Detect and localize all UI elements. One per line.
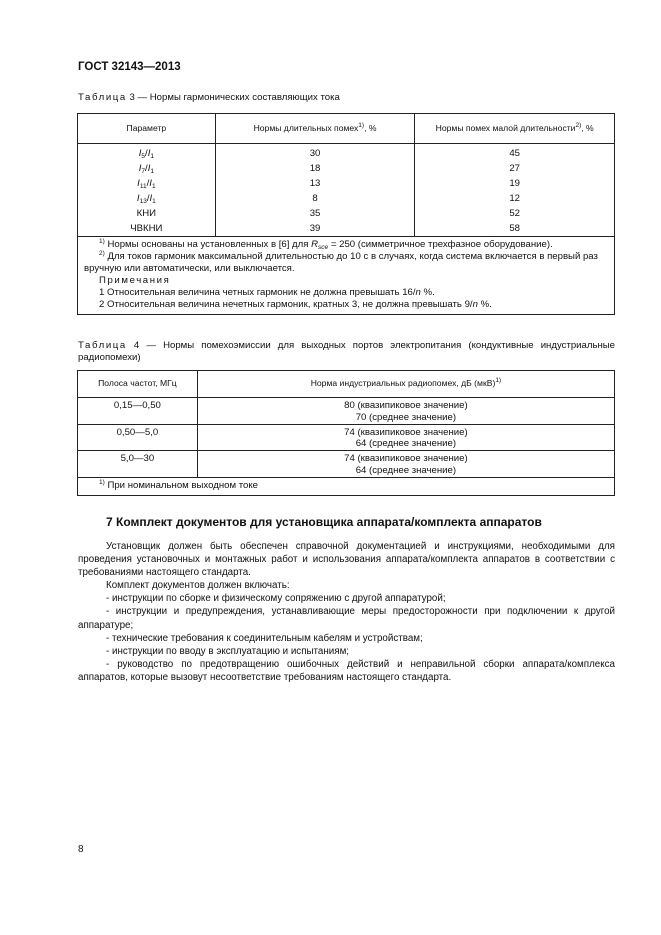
table-footnotes-row — [78, 237, 615, 315]
parameter-cell: КНИ — [78, 206, 216, 221]
list-item: - руководство по предотвращению ошибочных действий и неправильной сборки аппарата/комплекса аппаратов, которые вызовут несоответствие требованиям настоящего стандарта. — [78, 658, 615, 683]
long-term-value: 13 — [215, 176, 415, 191]
table-row — [78, 221, 615, 237]
footnote-2: $^{2)}$ Для токов гармоник максимальной длительностью до 10 с в случаях, когда система включается в первый раз вручную или автоматически, или выключается. — [84, 249, 598, 274]
emission-norm: 74 (квазипиковое значение) 64 (среднее значение) — [197, 424, 614, 451]
emission-norm: 74 (квазипиковое значение) 64 (среднее значение) — [197, 451, 614, 478]
table-footnotes-row — [78, 477, 615, 495]
long-term-value: 18 — [215, 161, 415, 176]
notes-heading: Примечания — [99, 274, 171, 286]
parameter-cell: $I_{13}/I_1$ — [78, 191, 216, 206]
list-item: - инструкции по сборке и физическому сопряжению с другой аппаратурой; — [106, 593, 446, 605]
column-header-long-term — [215, 114, 415, 144]
parameter-cell: $I_5/I_1$ — [78, 144, 216, 162]
parameter-cell: $I_{11}/I_1$ — [78, 176, 216, 191]
short-term-value: 58 — [415, 221, 615, 237]
long-term-value: 30 — [215, 144, 415, 162]
table-row — [78, 191, 615, 206]
table-row — [78, 206, 615, 221]
table-row — [78, 398, 615, 425]
table-header-row — [78, 114, 615, 144]
footnote-1: $^{1)}$ Нормы основаны на установленных в [6] для $R_{sce} = 250$ (симметричное трехфазное оборудование). — [99, 238, 553, 251]
column-header-parameter: Параметр — [78, 114, 216, 144]
table3-caption-word: Таблица — [78, 92, 127, 103]
table-header-row — [78, 371, 615, 398]
table3-caption — [78, 92, 340, 104]
frequency-band: 5,0—30 — [78, 451, 198, 478]
section-heading: 7 Комплект документов для установщика аппарата/комплекта аппаратов — [106, 515, 542, 529]
short-term-value: 45 — [415, 144, 615, 162]
table-footnotes — [78, 237, 615, 315]
paragraph: Установщик должен быть обеспечен справочной документацией и инструкциями, необходимыми для проведения установочных и монтажных работ и использования аппарата/комплекта аппаратов в соответствии с требованиями настоящего стандарта. — [78, 541, 615, 579]
long-term-value: 39 — [215, 221, 415, 237]
table-row — [78, 451, 615, 478]
short-term-unit: , % — [581, 122, 594, 133]
column-header-frequency-band: Полоса частот, МГц — [78, 371, 198, 398]
table4-caption — [78, 340, 615, 364]
long-term-label: Нормы длительных помех — [253, 122, 359, 133]
short-term-label: Нормы помех малой длительности — [435, 122, 576, 133]
long-term-value: 35 — [215, 206, 415, 221]
frequency-band: 0,50—5,0 — [78, 424, 198, 451]
note-2: 2 Относительная величина нечетных гармоник, кратных 3, не должна превышать 9/n %. — [99, 298, 492, 310]
list-item: - инструкции по вводу в эксплуатацию и испытаниям; — [106, 645, 350, 657]
footnote-ref-1: 1) — [358, 121, 365, 129]
table3-caption-text: 3 — Нормы гармонических составляющих тока — [126, 92, 340, 103]
table-row — [78, 161, 615, 176]
parameter-cell: ЧВКНИ — [78, 221, 216, 237]
column-header-emission-norm: Норма индустриальных радиопомех, дБ (мкВ)$^{1)}$ — [197, 371, 614, 398]
paragraph: Комплект документов должен включать: — [106, 580, 290, 592]
table4-caption-word: Таблица — [78, 340, 127, 351]
footnote-ref: 1) — [495, 377, 502, 385]
short-term-value: 27 — [415, 161, 615, 176]
page-number: 8 — [78, 844, 84, 855]
table-row — [78, 176, 615, 191]
column-header-short-term — [415, 114, 615, 144]
table-row — [78, 424, 615, 451]
short-term-value: 19 — [415, 176, 615, 191]
parameter-cell: $I_7/I_1$ — [78, 161, 216, 176]
footnote-ref-2: 2) — [575, 121, 582, 129]
short-term-value: 12 — [415, 191, 615, 206]
list-item: - инструкции и предупреждения, устанавливающие меры предосторожности при подключении к другой аппаратуре; — [78, 606, 615, 631]
emission-limits-table — [77, 370, 615, 496]
frequency-band: 0,15—0,50 — [78, 398, 198, 425]
table4-caption-text: 4 — Нормы помехоэмиссии для выходных портов электропитания (кондуктивные индустриальные радиопомехи) — [78, 340, 615, 363]
long-term-unit: , % — [364, 122, 377, 133]
table-row — [78, 144, 615, 162]
emission-norm: 80 (квазипиковое значение) 70 (среднее значение) — [197, 398, 614, 425]
section-body — [78, 540, 615, 684]
long-term-value: 8 — [215, 191, 415, 206]
short-term-value: 52 — [415, 206, 615, 221]
list-item: - технические требования к соединительным кабелям и устройствам; — [106, 632, 423, 644]
harmonics-table — [77, 113, 615, 315]
note-1: 1 Относительная величина четных гармоник не должна превышать 16/n %. — [99, 286, 435, 298]
table-footnote: $^{1)}$ При номинальном выходном токе — [78, 477, 615, 495]
document-code: ГОСТ 32143—2013 — [78, 61, 181, 73]
